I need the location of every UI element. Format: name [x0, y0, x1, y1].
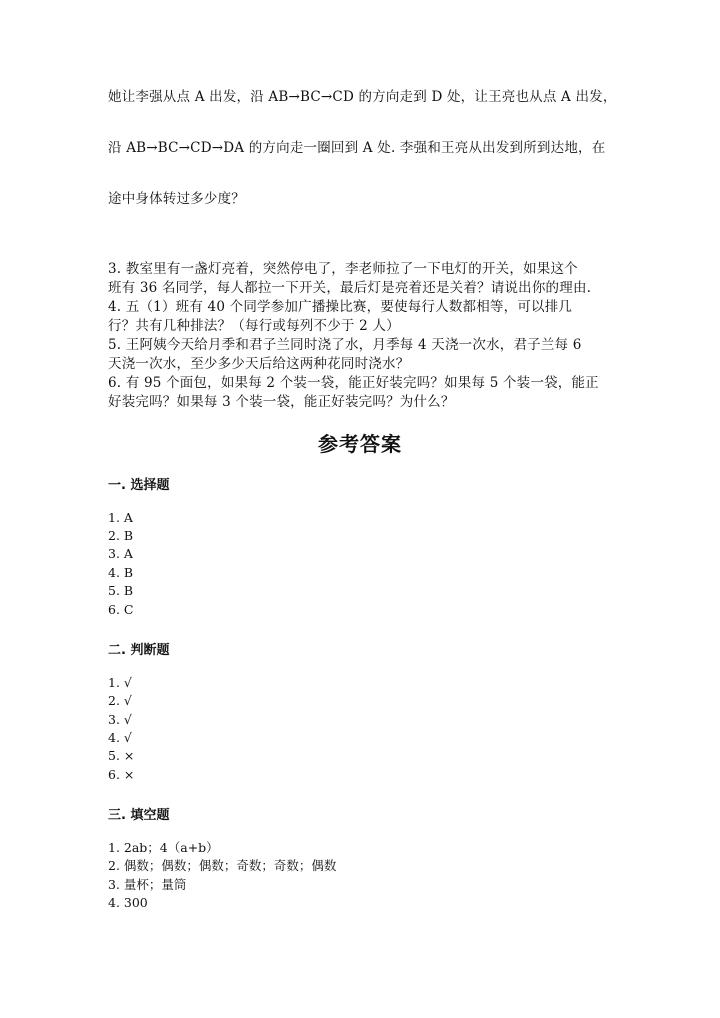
problem-4-line-2: 行？共有几种排法？（每行或每列不少于 2 人） — [108, 318, 400, 334]
problem-6-line-1: 6. 有 95 个面包，如果每 2 个装一袋，能正好装完吗？如果每 5 个装一袋，能正 — [108, 375, 599, 391]
problem-4-line-1: 4. 五（1）班有 40 个同学参加广播操比赛，要使每行人数都相等，可以排几 — [108, 299, 573, 315]
answer-item: 2. √ — [108, 693, 132, 708]
answer-item: 6. × — [108, 767, 135, 782]
problem-5-line-1: 5. 王阿姨今天给月季和君子兰同时浇了水，月季每 4 天浇一次水，君子兰每 6 — [108, 337, 582, 353]
problem-2-line-3: 途中身体转过多少度？ — [108, 191, 245, 207]
problem-2-line-1: 她让李强从点 A 出发，沿 AB→BC→CD 的方向走到 D 处，让王亮也从点 A 出发， — [108, 89, 617, 105]
section-heading-fill-blank: 三. 填空题 — [108, 808, 170, 823]
answer-item: 1. √ — [108, 675, 132, 690]
answer-item: 6. C — [108, 602, 134, 617]
problem-3-line-1: 3. 教室里有一盏灯亮着，突然停电了，李老师拉了一下电灯的开关，如果这个 — [108, 261, 578, 277]
answer-item: 4. √ — [108, 730, 132, 745]
answer-item: 2. 偶数；偶数；偶数；奇数；奇数；偶数 — [108, 858, 337, 873]
problem-6-line-2: 好装完吗？如果每 3 个装一袋，能正好装完吗？为什么？ — [108, 394, 455, 410]
answer-item: 5. B — [108, 583, 134, 598]
problem-5-line-2: 天浇一次水，至少多少天后给这两种花同时浇水？ — [108, 356, 410, 372]
section-heading-judgement: 二. 判断题 — [108, 643, 170, 658]
answer-item: 3. 量杯；量筒 — [108, 877, 187, 892]
answer-key-title: 参考答案 — [318, 432, 402, 456]
answer-item: 3. A — [108, 546, 133, 561]
answer-item: 2. B — [108, 528, 134, 543]
problem-2-line-2: 沿 AB→BC→CD→DA 的方向走一圈回到 A 处. 李强和王亮从出发到所到达地，在 — [108, 140, 606, 156]
answer-item: 1. A — [108, 510, 133, 525]
answer-item: 4. B — [108, 565, 134, 580]
problem-3-line-2: 班有 36 名同学，每人都拉一下开关，最后灯是亮着还是关着？请说出你的理由. — [108, 280, 592, 296]
answer-item: 4. 300 — [108, 895, 148, 910]
section-heading-choice: 一. 选择题 — [108, 478, 170, 493]
answer-item: 1. 2ab；4（a+b） — [108, 840, 219, 855]
answer-item: 5. × — [108, 748, 135, 763]
answer-item: 3. √ — [108, 712, 132, 727]
